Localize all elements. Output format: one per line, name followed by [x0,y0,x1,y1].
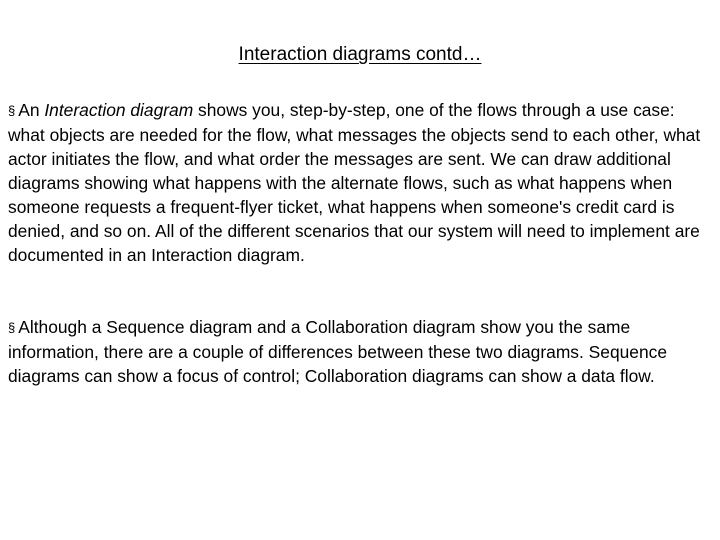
paragraph-interaction-diagram [8,98,716,267]
bullet-icon: § [8,103,16,118]
paragraph-lead: An [18,100,45,120]
paragraph-body: Although a Sequence diagram and a Collaboration diagram show you the same information, there are a couple of differences between these two diagrams. Sequence diagrams can show a focus of control; Collaboration diagrams can show a data flow. [8,317,667,386]
paragraph-emphasis: Interaction diagram [44,100,194,120]
paragraph-body: shows you, step-by-step, one of the flows through a use case: what objects are needed for the flow, what messages the objects send to each other, what actor initiates the flow, and what order the messages are sent. We can draw additional diagrams showing what happens with the alternate flows, such as what happens when someone requests a frequent-flyer ticket, what happens when someone's credit card is denied, and so on. All of the different scenarios that our system will need to implement are documented in an Interaction diagram. [8,100,701,265]
slide-title: Interaction diagrams contd… [238,44,482,65]
paragraph-sequence-vs-collaboration [8,315,716,388]
bullet-icon: § [8,320,16,335]
